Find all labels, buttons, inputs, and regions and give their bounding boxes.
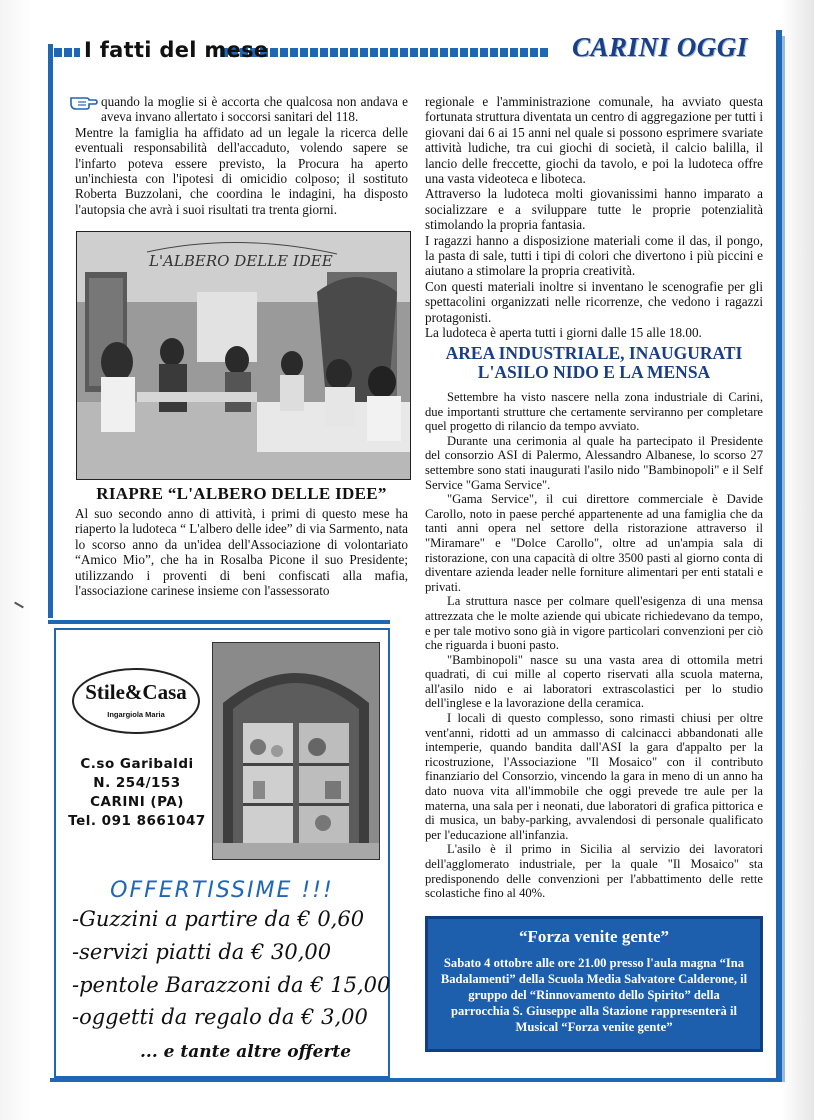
shop-window-photo xyxy=(212,642,380,860)
industrial-area-headline-line1: AREA INDUSTRIALE, INAUGURATI xyxy=(445,343,743,363)
masthead-logo: CARINI OGGI xyxy=(572,32,748,62)
continuation-paragraph: regionale e l'amministrazione comunale, ha avviato questa fortunata struttura diventata un centro di aggregazione per tutti i giovani dai 6 ai 15 anni nel quale si possono esprimere svariate attività ludiche, tra cui giochi di società, il calcio balilla, il lancio delle freccette, giochi da tavolo, e poi la ludoteca offre una vasta videoteca e liboteca. xyxy=(425,94,763,187)
opening-hours-paragraph: La ludoteca è aperta tutti i giorni dalle 15 alle 18.00. xyxy=(425,325,702,341)
photo-banner-text: L'ALBERO DELLE IDEE xyxy=(149,252,333,270)
industrial-area-headline xyxy=(425,344,763,382)
article-paragraph: L'asilo è il primo in Sicilia al servizio dei lavoratori dell'agglomerato industriale, per la quale "Il Mosaico" sta predisponendo delle convenzioni per l'abbattimento delle rette scolastiche fino al 40%. xyxy=(425,842,763,901)
header-dashed-rule-left xyxy=(54,48,80,57)
right-frame-shadow xyxy=(782,36,785,1082)
ludoteca-photo xyxy=(76,231,411,480)
offer-line: -oggetti da regalo da € 3,00 xyxy=(72,1005,368,1029)
musical-title: “Forza venite gente” xyxy=(518,927,670,946)
header-dashed-rule xyxy=(220,48,550,57)
address-number: N. 254/153 xyxy=(93,775,181,791)
ludoteca-headline: RIAPRE “L'ALBERO DELLE IDEE” xyxy=(96,484,387,503)
offer-title: OFFERTISSIME !!! xyxy=(110,878,334,903)
musical-announcement-box xyxy=(425,916,763,1052)
offer-line: -Guzzini a partire da € 0,60 xyxy=(72,907,365,931)
ludoteca-article-text: Al suo secondo anno di attività, i primi di questo mese ha riaperto la ludoteca “ L'albero delle idee” di via Sarmento, nata lo scorso anno da un'idea dell'Associazione di volontariato “Amico Mio”, che ha in Rosalba Picone il suo Presidente; utilizzando i proventi di beni confiscati alla mafia, l'associazione carinese insieme con l'assessorato xyxy=(75,506,409,599)
musical-body: Sabato 4 ottobre alle ore 21.00 presso l'aula magna “Ina Badalamenti” della Scuola Media Salvatore Calderone, il gruppo del “Rinnovamento dello Spirito” della parrocchia S. Giuseppe alla Stazione rappresenterà il Musical “Forza venite gente” xyxy=(440,956,748,1034)
stile-casa-logo xyxy=(72,668,200,734)
section-title: I fatti del mese xyxy=(84,38,269,62)
article-paragraph: Settembre ha visto nascere nella zona industriale di Carini, due importanti strutture che certamente serviranno per completare quel progetto di rilancio da tempo avviato. xyxy=(425,390,763,434)
logo-text: Stile&Casa xyxy=(85,680,187,704)
materials-paragraph: I ragazzi hanno a disposizione materiali come il das, il pongo, la pasta di sale, tutti i tipi di colori che divertono i più piccini e aiutano a stimolare la propria creatività. xyxy=(425,232,763,279)
article-paragraph: "Bambinopoli" nasce su una vasta area di ottomila metri quadrati, di cui mille al coperto riservati alla scuola materna, all'asilo nido e ai laboratori extrascolastici per lo studio dell'inglese e la lavorazione della ceramica. xyxy=(425,652,763,711)
right-column-continuation xyxy=(425,94,763,341)
address-street: C.so Garibaldi xyxy=(80,756,194,772)
shop-window-drawing xyxy=(213,643,379,859)
advert-top-rule xyxy=(48,620,390,624)
industrial-area-headline-line2: L'ASILO NIDO E LA MENSA xyxy=(477,362,711,382)
ludoteca-photo-drawing xyxy=(77,232,410,479)
phone-number: Tel. 091 8661047 xyxy=(68,813,206,829)
more-offers: ... e tante altre offerte xyxy=(140,1042,352,1062)
ludoteca-article xyxy=(75,506,408,598)
prosecution-paragraph: Mentre la famiglia ha affidato ad un legale la ricerca delle eventuali responsabilità dell'accaduto, volendo sapere se l'infarto poteva essere previsto, la Procura ha aperto un'inchiesta con l'ipotesi di omicidio colposo; il sostituto Roberta Buzzolani, che coordina le indagini, ha disposto l'autopsia che avrà i suoi risultati tra trenta giorni. xyxy=(75,124,408,217)
intro-paragraph: quando la moglie si è accorta che qualcosa non andava e aveva invano allertato i soccorsi sanitari del 118. xyxy=(101,94,408,125)
address-city: CARINI (PA) xyxy=(90,794,184,810)
offer-line: -pentole Barazzoni da € 15,00 xyxy=(72,973,391,997)
article-paragraph: La struttura nasce per colmare quell'esigenza di una mensa attrezzata che le molte aziende qui ubicate richiedevano da tempo, e per tale motivo sono già in vigore particolari convenzioni per ciò che riguarda i buoni pasto. xyxy=(425,594,763,653)
logo-subtitle: Ingargiola Maria xyxy=(107,710,165,719)
industrial-area-article xyxy=(425,390,763,901)
offer-line: -servizi piatti da € 30,00 xyxy=(72,940,332,964)
left-frame-rule xyxy=(48,44,53,618)
article-paragraph: "Gama Service", il cui direttore commerciale è Davide Carollo, noto in paese perché appartenente ad una famiglia che da tanti anni opera nel settore della ristorazione attraverso il "Miramare" e "Dolce Carollo", oltre ad un'ampia sala di ristorazione, con una capacità di oltre 3500 pasti al giorno conta di diventare azienda leader nelle forniture alimentari per enti statali e privati. xyxy=(425,492,763,594)
article-paragraph: I locali di questo complesso, sono rimasti chiusi per oltre vent'anni, ridotti ad un ammasso di calcinacci abbandonati alle intemperie, quando bandita dall'ASI la gara d'appalto per la ricostruzione, l'Associazione "Il Mosaico" con il contributo finanziario del Consorzio, vincendo la gara in meno di un anno ha dato nuova vita all'immobile che oggi prevede tre aule per la materna, una sala per i neonati, due laboratori di grafica pittorica e di musica, un baby-parking, avvalendosi di personale qualificato per l'educazione all'infanzia. xyxy=(425,711,763,842)
socialize-paragraph: Attraverso la ludoteca molti giovanissimi hanno imparato a socializzare e a sviluppare tutte le proprie potenzialità stimolando la propria fantasia. xyxy=(425,186,763,233)
article-paragraph: Durante una cerimonia al quale ha partecipato il Presidente del consorzio ASI di Palermo, Alessandro Albanese, lo scorso 27 settembre sono stati inaugurati l'asilo nido "Bambinopoli" e il Self Service "Gama Service". xyxy=(425,433,763,492)
bottom-frame-rule xyxy=(50,1078,782,1082)
scenography-paragraph: Con questi materiali inoltre si inventano le scenografie per gli spettacolini organizzati nelle ricorrenze, che vedono i ragazzi protagonisti. xyxy=(425,278,763,325)
left-column-intro xyxy=(75,94,408,217)
